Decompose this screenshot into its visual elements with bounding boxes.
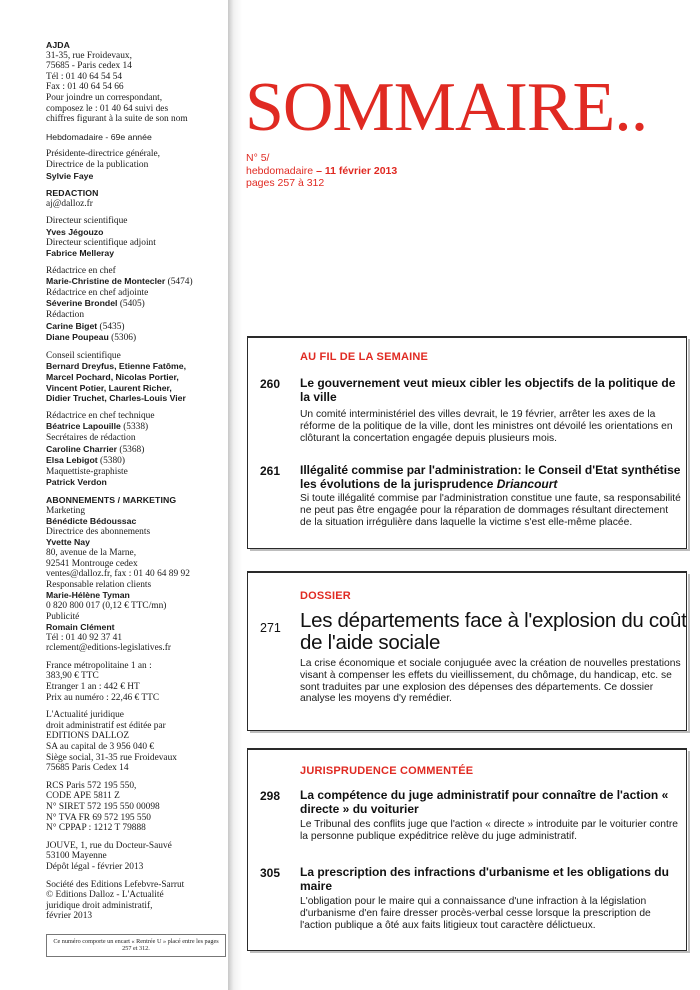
page-fold-shadow bbox=[228, 0, 242, 990]
entry-page[interactable]: 298 bbox=[260, 789, 281, 803]
issue-date: – 11 février 2013 bbox=[316, 164, 398, 177]
publisher-address: 31-35, rue Froidevaux, 75685 - Paris cedex 14 Tél : 01 40 64 54 54 Fax : 01 40 64 54 66 Pour joindre un correspondant, composez le : 01 40 64 suivi des chiffres figurant à la suite de son nom bbox=[46, 50, 188, 125]
entry-summary: La crise économique et sociale conjuguée avec la création de nouvelles prestations visant à compenser les effets du vieillissement, du chômage, du handicap, etc. se sont traduites par une explosion des dépenses des départements. Ce dossier analyse les moyens d'y remédier. bbox=[300, 658, 681, 705]
printer-info: JOUVE, 1, rue du Docteur-Sauvé 53100 Mayenne Dépôt légal - février 2013 bbox=[46, 840, 172, 872]
entry-page[interactable]: 271 bbox=[260, 621, 281, 635]
subscriptions-heading: ABONNEMENTS / MARKETING bbox=[46, 494, 177, 505]
issue-number: N° 5/ bbox=[246, 152, 270, 164]
entry-summary: Si toute illégalité commise par l'administration constitue une faute, sa responsabilité ne peut pas être engagée pour la réparation de dommages résultant directement de la situation irrégulière dans laquelle la victime s'est elle-même placée. bbox=[300, 493, 681, 528]
section-box-jurisprudence bbox=[247, 748, 687, 951]
legal-notice: L'Actualité juridique droit administratif est éditée par EDITIONS DALLOZ SA au capital de 3 956 040 € Siège social, 31-35 rue Froidevaux 75685 Paris Cedex 14 bbox=[46, 710, 177, 774]
entry-page[interactable]: 305 bbox=[260, 866, 281, 880]
copyright: Société des Editions Lefebvre-Sarrut © Editions Dalloz - L'Actualité juridique droit administratif, février 2013 bbox=[46, 879, 185, 922]
masthead-credits: AJDA 31-35, rue Froidevaux, 75685 - Paris cedex 14 Tél : 01 40 64 54 54 Fax : 01 40 64 54 66 Pour joindre un correspondant, composez le : 01 40 64 suivi des chiffres figurant à la suite de son nom Hebdomadaire - 69e année Présidente-directrice générale, Directrice de la publication Sylvie Faye REDACTION aj@dalloz.fr Directeur scientifique Yves Jégouzo Directeur scientifique adjoint Fabrice Melleray Rédactrice en chef Marie-Christine de Montecler (5474) Rédactrice en chef adjointe Séverine Brondel (5405) Rédaction Carine Biget (5435) Diane Poupeau (5306) Conseil scientifique Bernard Dreyfus, Etienne Fatôme, Marcel Pochard, Nicolas Portier, Vincent Potier, Laurent Richer, Didier Truchet, Charles-Louis Vier Rédactrice en chef technique Béatrice Lapouille (5338) Secrétaires de rédaction Caroline Charrier (5368) Elsa Lebigot (5380) Maquettiste-graphiste Patrick Verdon ABONNEMENTS / MARKETING Marketing Bénédicte Bédoussac Directrice des abonnements Yvette Nay 80, avenue de la Marne, 92541 Montrouge cedex ventes@dalloz.fr, fax : 01 40 64 89 92 Responsable relation clients Marie-Hélène Tyman 0 820 800 017 (0,12 € TTC/mn) Publicité Romain Clément Tél : 01 40 92 37 41 rclement@editions-legislatives.fr France métropolitaine 1 an : 383,90 € TTC Etranger 1 an : 442 € HT Prix au numéro : 22,46 € TTC L'Actualité juridique droit administratif est éditée par EDITIONS DALLOZ SA au capital de 3 956 040 € Siège social, 31-35 rue Froidevaux 75685 Paris Cedex 14 RCS Paris 572 195 550, CODE APE 5811 Z N° SIRET 572 195 550 00098 N° TVA FR 69 572 195 550 N° CPPAP : 1212 T 79888 JOUVE, 1, rue du Docteur-Sauvé 53100 Mayenne Dépôt légal - février 2013 Société des Editions Lefebvre-Sarrut © Editions Dalloz - L'Actualité juridique droit administratif, février 2013 bbox=[46, 40, 231, 929]
entry-summary: L'obligation pour le maire qui a connaissance d'une infraction à la législation d'urbanisme d'en faire dresser procès-verbal cesse lorsque la prescription de l'action publique a ôté aux faits litigieux tout caractère délictueux. bbox=[300, 896, 651, 931]
section-heading: AU FIL DE LA SEMAINE bbox=[300, 351, 429, 363]
entry-page[interactable]: 261 bbox=[260, 464, 281, 478]
entry-title[interactable]: La prescription des infractions d'urbanisme et les obligations du maire bbox=[300, 865, 669, 893]
issue-frequency: hebdomadaire bbox=[246, 164, 314, 177]
entry-summary: Le Tribunal des conflits juge que l'action « directe » introduite par le voiturier contre la personne publique expéditrice relève du juge administratif. bbox=[300, 819, 679, 842]
case-name: Driancourt bbox=[496, 476, 558, 491]
section-heading: DOSSIER bbox=[300, 590, 351, 602]
prices: France métropolitaine 1 an : 383,90 € TTC Etranger 1 an : 442 € HT Prix au numéro : 22,46 € TTC bbox=[46, 660, 160, 703]
redaction-heading: REDACTION bbox=[46, 188, 99, 199]
publication-frequency: Hebdomadaire - 69e année bbox=[46, 131, 152, 142]
section-box-semaine bbox=[247, 336, 687, 549]
entry-summary: Un comité interministériel des villes devrait, le 19 février, arrêter les axes de la réforme de la politique de la ville, dont les ministres ont dévoilé les orientations en clôturant la concertation engagée depuis plusieurs mois. bbox=[300, 409, 673, 444]
issue-pages: pages 257 à 312 bbox=[246, 177, 325, 189]
entry-title[interactable]: Illégalité commise par l'administration: le Conseil d'Etat synthétise les évolutions de la jurisprudence Driancourt bbox=[300, 463, 681, 491]
section-box-dossier bbox=[247, 571, 687, 731]
entry-title[interactable]: Le gouvernement veut mieux cibler les objectifs de la politique de la ville bbox=[300, 376, 676, 404]
entry-title[interactable]: Les départements face à l'explosion du coût de l'aide sociale bbox=[300, 609, 687, 654]
redaction-email: aj@dalloz.fr bbox=[46, 198, 93, 209]
publisher-name: AJDA bbox=[46, 40, 71, 50]
masthead-sidebar bbox=[0, 0, 232, 990]
entry-title[interactable]: La compétence du juge administratif pour connaître de l'action « directe » du voiturier bbox=[300, 788, 669, 816]
section-heading: JURISPRUDENCE COMMENTÉE bbox=[300, 765, 474, 777]
issue-info bbox=[246, 152, 397, 190]
page-title: SOMMAIRE.. bbox=[245, 69, 648, 146]
president-name: Sylvie Faye bbox=[46, 170, 94, 181]
entry-page[interactable]: 260 bbox=[260, 377, 281, 391]
insert-note: Ce numéro comporte un encart « Rentrée U » placé entre les pages 257 et 312. bbox=[46, 934, 226, 957]
registry-info: RCS Paris 572 195 550, CODE APE 5811 Z N° SIRET 572 195 550 00098 N° TVA FR 69 572 195 550 N° CPPAP : 1212 T 79888 bbox=[46, 780, 160, 834]
